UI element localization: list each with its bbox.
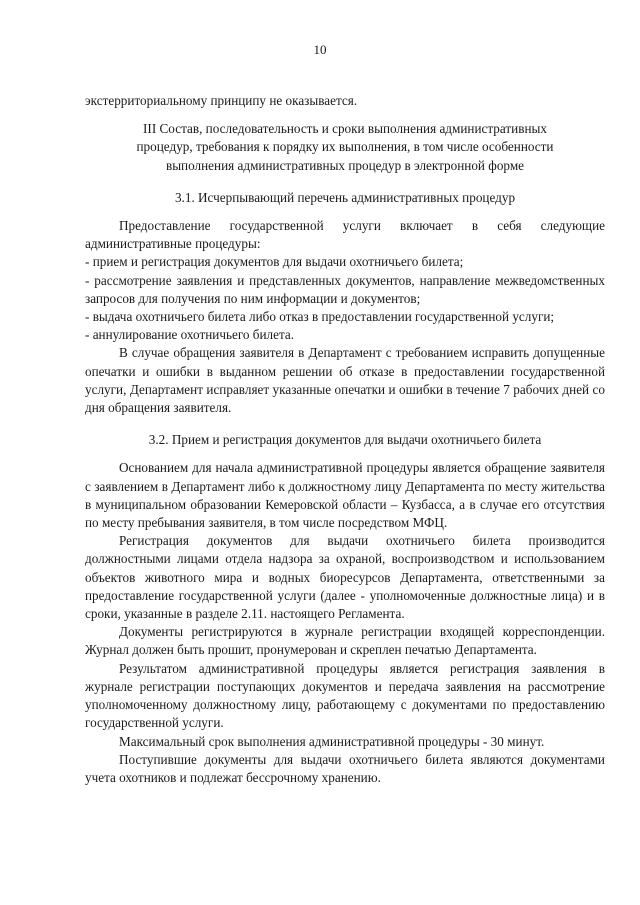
procedure-list [85, 253, 605, 344]
section-title [85, 120, 605, 175]
paragraph: Максимальный срок выполнения административной процедуры - 30 минут. [119, 733, 545, 749]
list-item: - рассмотрение заявления и представленных документов, направление межведомственных запросов для получения по ним информации и документов; [85, 272, 605, 306]
paragraph: Результатом административной процедуры является регистрация заявления в журнале регистрации поступающих документов и передача заявления на рассмотрение уполномоченному должностному лицу, работающему с документами по предоставлению государственной услуги. [85, 660, 605, 731]
section-title-line: выполнения административных процедур в электронной форме [165, 157, 525, 173]
list-item: - прием и регистрация документов для выдачи охотничьего билета; [85, 254, 464, 270]
section-title-line: III Состав, последовательность и сроки выполнения административных [143, 121, 547, 137]
paragraph: Поступившие документы для выдачи охотничьего билета являются документами учета охотников и подлежат бессрочному хранению. [85, 751, 605, 785]
subsection-1-intro: Предоставление государственной услуги включает в себя следующие административные процедуры: [85, 218, 605, 252]
subsection-2-title: 3.2. Прием и регистрация документов для выдачи охотничьего билета [148, 432, 542, 448]
paragraph: Регистрация документов для выдачи охотничьего билета производится должностными лицами отдела надзора за охраной, воспроизводством и использованием объектов животного мира и водных биоресурсов Департамента, ответственными за предоставление государственной услуги (далее - уполномоченные должностные лица) и в сроки, указанные в разделе 2.11. настоящего Регламента. [85, 533, 605, 622]
list-item: - аннулирование охотничьего билета. [85, 327, 295, 343]
document-body [85, 92, 605, 787]
subsection-1-title: 3.1. Исчерпывающий перечень административных процедур [174, 189, 516, 205]
intro-line: экстерриториальному принципу не оказывается. [85, 93, 358, 108]
subsection-1-closing: В случае обращения заявителя в Департамент с требованием исправить допущенные опечатки и ошибки в выданном решении об отказе в предоставлении государственной услуги, Департамент исправляет указанные опечатки и ошибки в течение 7 рабочих дней со дня обращения заявителя. [85, 345, 605, 416]
paragraph: Документы регистрируются в журнале регистрации входящей корреспонденции. Журнал должен быть прошит, пронумерован и скреплен печатью Департамента. [85, 624, 605, 658]
section-title-line: процедур, требования к порядку их выполнения, в том числе особенности [136, 139, 554, 155]
list-item: - выдача охотничьего билета либо отказ в предоставлении государственной услуги; [85, 309, 555, 325]
page-number: 10 [313, 42, 327, 57]
paragraph: Основанием для начала административной процедуры является обращение заявителя с заявлением в Департамент либо к должностному лицу Департамента по месту жительства в муниципальном образовании Кемеровской области – Кузбасса, а в случае его отсутствия по месту пребывания заявителя, в том числе посредством МФЦ. [85, 460, 605, 531]
